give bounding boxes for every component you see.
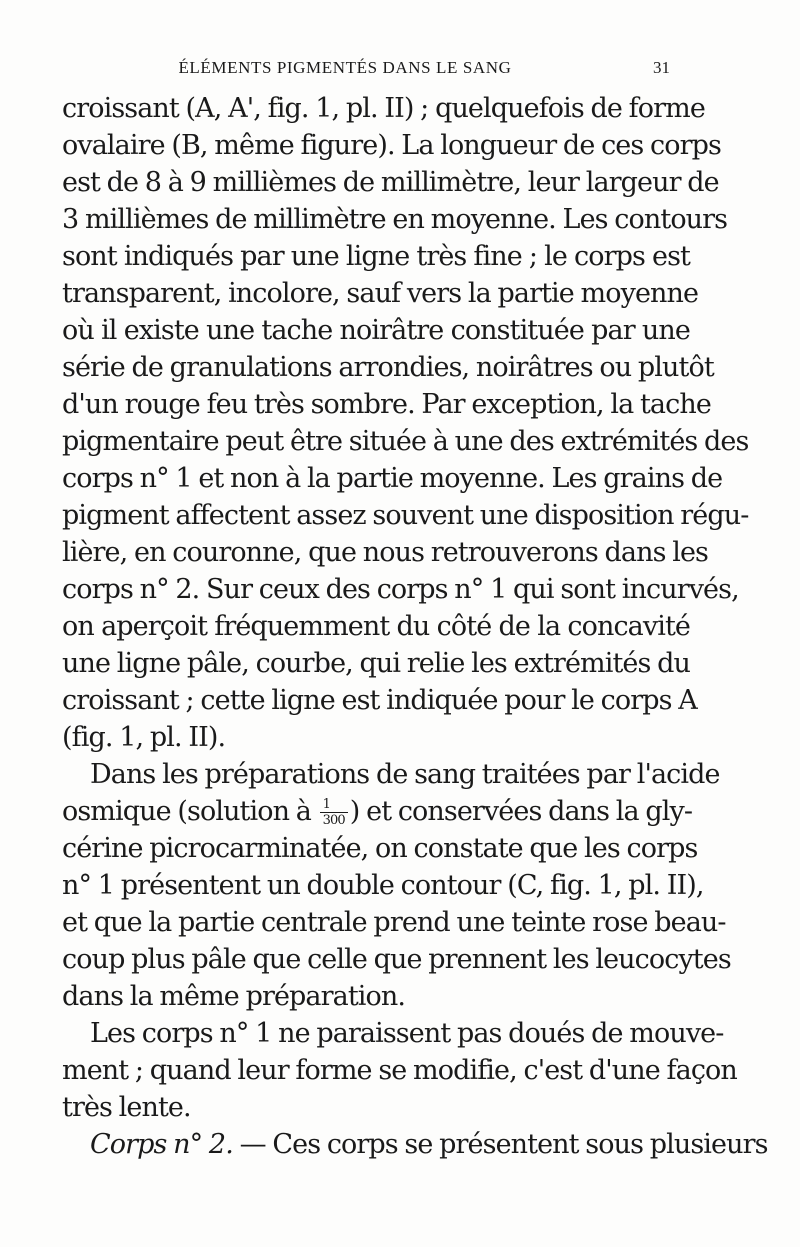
text-line: et que la partie centrale prend une teinte rose beau- <box>62 907 726 938</box>
text-line-with-fraction: osmique (solution à $\frac{1}{300}$ ) et conservées dans la gly- <box>62 796 693 828</box>
text-line: Dans les préparations de sang traitées par l'acide <box>90 759 720 790</box>
text-line: croissant (A, A', fig. 1, pl. II) ; quelquefois de forme <box>62 93 705 124</box>
text-line: ovalaire (B, même figure). La longueur de ces corps <box>62 130 721 161</box>
text-segment: — Ces corps se présentent sous plusieurs <box>232 1129 768 1160</box>
text-line: cérine picrocarminatée, on constate que les corps <box>62 833 698 864</box>
text-line: ment ; quand leur forme se modifie, c'est d'une façon <box>62 1055 737 1086</box>
text-line: où il existe une tache noirâtre constituée par une <box>62 315 690 346</box>
section-heading: Corps n° 2. <box>90 1129 233 1160</box>
text-line: série de granulations arrondies, noirâtres ou plutôt <box>62 352 714 383</box>
text-line: pigmentaire peut être située à une des extrémités des <box>62 426 749 457</box>
text-line: Les corps n° 1 ne paraissent pas doués de mouve- <box>90 1018 724 1049</box>
text-line: corps n° 1 et non à la partie moyenne. Les grains de <box>62 463 723 494</box>
running-head <box>0 58 800 84</box>
text-line: d'un rouge feu très sombre. Par exception, la tache <box>62 389 711 420</box>
text-line: 3 millièmes de millimètre en moyenne. Les contours <box>62 204 728 235</box>
page-number: 31 <box>653 58 670 77</box>
fraction-numerator: 1 <box>320 797 348 813</box>
fraction <box>320 797 348 828</box>
text-segment: et conservées dans la gly- <box>366 796 693 827</box>
running-title: ÉLÉMENTS PIGMENTÉS DANS LE SANG <box>178 58 512 77</box>
text-line: coup plus pâle que celle que prennent les leucocytes <box>62 944 731 975</box>
text-line: corps n° 2. Sur ceux des corps n° 1 qui sont incurvés, <box>62 574 739 605</box>
text-line: (fig. 1, pl. II). <box>62 722 226 753</box>
fraction-denominator: 300 <box>322 813 345 828</box>
text-line: transparent, incolore, sauf vers la partie moyenne <box>62 278 699 309</box>
text-line: une ligne pâle, courbe, qui relie les extrémités du <box>62 648 690 679</box>
text-line: très lente. <box>62 1092 191 1123</box>
text-line <box>62 1126 768 1163</box>
text-segment: osmique (solution à <box>62 796 311 827</box>
text-line: est de 8 à 9 millièmes de millimètre, leur largeur de <box>62 167 719 198</box>
text-line: dans la même préparation. <box>62 981 406 1012</box>
text-line: sont indiqués par une ligne très fine ; le corps est <box>62 241 690 272</box>
text-line: n° 1 présentent un double contour (C, fig. 1, pl. II), <box>62 870 704 901</box>
text-line: croissant ; cette ligne est indiquée pour le corps A <box>62 685 697 716</box>
text-line: on aperçoit fréquemment du côté de la concavité <box>62 611 690 642</box>
text-line: pigment affectent assez souvent une disposition régu- <box>62 500 749 531</box>
body-text <box>62 90 768 1163</box>
text-line: lière, en couronne, que nous retrouverons dans les <box>62 537 708 568</box>
